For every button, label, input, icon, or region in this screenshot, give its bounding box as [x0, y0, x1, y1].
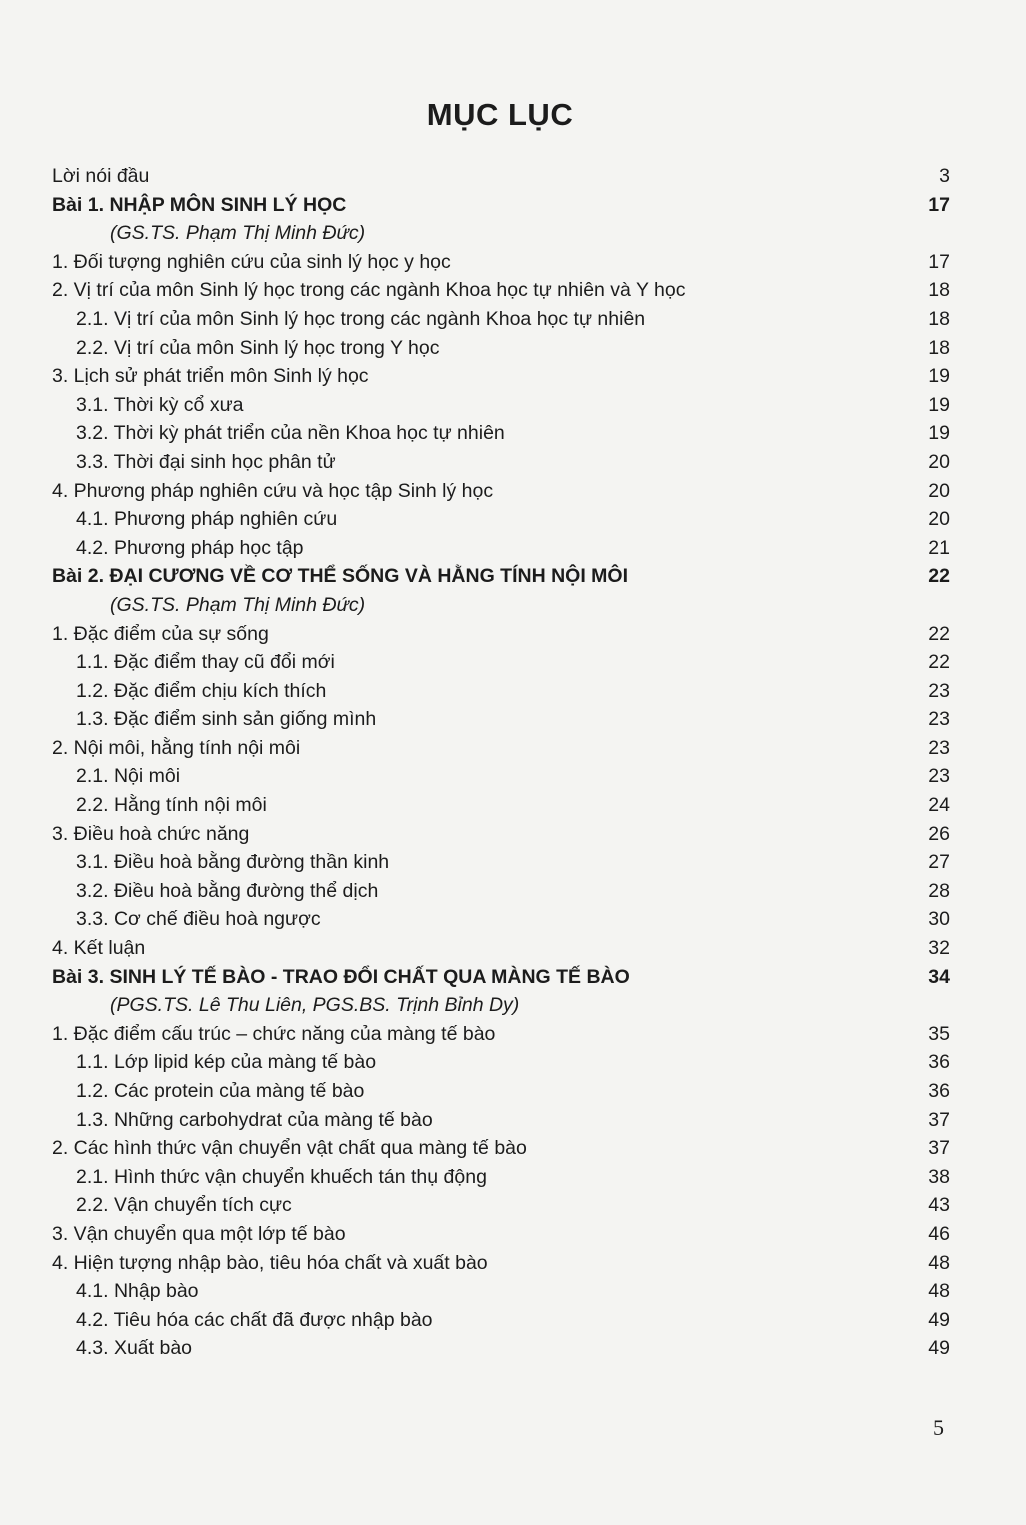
- toc-entry: [52, 905, 950, 934]
- toc-entry-page: 49: [928, 1308, 950, 1331]
- toc-entry-title: 3.2. Thời kỳ phát triển của nền Khoa học tự nhiên: [76, 422, 505, 445]
- toc-entry: [52, 1106, 950, 1135]
- toc-entry-title: 3.1. Điều hoà bằng đường thần kinh: [76, 851, 390, 874]
- toc-entry-page: 34: [928, 965, 950, 988]
- toc-entry: [52, 934, 950, 963]
- toc-entry-page: 27: [928, 851, 950, 874]
- toc-entry: [52, 391, 950, 420]
- toc-entry-title: 3.1. Thời kỳ cổ xưa: [76, 393, 244, 416]
- toc-entry-page: 18: [928, 336, 950, 359]
- toc-entry-page: 19: [928, 393, 950, 416]
- toc-entry-title: 4.1. Nhập bào: [76, 1280, 199, 1303]
- toc-entry: [52, 734, 950, 763]
- toc-entry-page: 26: [928, 822, 950, 845]
- toc-entry-page: 48: [928, 1251, 950, 1274]
- toc-entry-page: 3: [939, 165, 950, 187]
- toc-entry-title: Lời nói đầu: [52, 165, 150, 187]
- toc-entry: [52, 191, 950, 220]
- toc-entry-title: 3. Lịch sử phát triển môn Sinh lý học: [52, 365, 369, 388]
- toc-entry-title: 4. Hiện tượng nhập bào, tiêu hóa chất và xuất bào: [52, 1251, 488, 1274]
- toc-entry-page: 28: [928, 879, 950, 902]
- toc-entry-title: (GS.TS. Phạm Thị Minh Đức): [110, 593, 366, 616]
- toc-entry: [52, 791, 950, 820]
- toc-entry-title: 2. Các hình thức vận chuyển vật chất qua màng tế bào: [52, 1137, 527, 1160]
- toc-entry-page: 19: [928, 365, 950, 388]
- toc-entry: [52, 1249, 950, 1278]
- table-of-contents: [52, 162, 950, 1363]
- toc-entry-title: 1.1. Đặc điểm thay cũ đổi mới: [76, 651, 335, 674]
- toc-entry-page: 37: [928, 1137, 950, 1160]
- toc-entry-page: 36: [928, 1051, 950, 1074]
- toc-entry: [52, 1163, 950, 1192]
- toc-entry-title: Bài 3. SINH LÝ TẾ BÀO - TRAO ĐỔI CHẤT QUA MÀNG TẾ BÀO: [52, 965, 630, 988]
- toc-entry-title: (GS.TS. Phạm Thị Minh Đức): [110, 222, 366, 245]
- toc-entry-title: 1. Đối tượng nghiên cứu của sinh lý học y học: [52, 250, 451, 273]
- toc-entry: [52, 419, 950, 448]
- toc-entry-title: 1.3. Đặc điểm sinh sản giống mình: [76, 708, 377, 731]
- toc-entry-title: 4.2. Tiêu hóa các chất đã được nhập bào: [76, 1308, 433, 1331]
- toc-entry: [52, 1306, 950, 1335]
- toc-entry: [52, 477, 950, 506]
- toc-entry-title: 4.2. Phương pháp học tập: [76, 536, 304, 559]
- toc-entry: [52, 762, 950, 791]
- toc-entry-title: 3. Vận chuyển qua một lớp tế bào: [52, 1222, 346, 1245]
- toc-entry-title: 2.1. Hình thức vận chuyển khuếch tán thụ động: [76, 1165, 487, 1188]
- toc-entry: [52, 248, 950, 277]
- toc-entry-title: 2.2. Vị trí của môn Sinh lý học trong Y học: [76, 336, 440, 359]
- toc-entry-title: 1.2. Đặc điểm chịu kích thích: [76, 679, 327, 702]
- toc-entry: [52, 562, 950, 591]
- toc-entry-title: 3.2. Điều hoà bằng đường thể dịch: [76, 879, 379, 902]
- toc-entry-title: 2.2. Hằng tính nội môi: [76, 794, 267, 817]
- toc-entry: [52, 648, 950, 677]
- toc-entry-page: 38: [928, 1165, 950, 1188]
- toc-entry-page: 17: [928, 250, 950, 273]
- toc-entry-page: 43: [928, 1194, 950, 1217]
- toc-entry: [52, 1191, 950, 1220]
- toc-entry-page: 18: [928, 279, 950, 302]
- toc-entry-page: 46: [928, 1222, 950, 1245]
- toc-entry-title: 1. Đặc điểm cấu trúc – chức năng của màng tế bào: [52, 1022, 496, 1045]
- toc-entry: [52, 219, 950, 248]
- toc-entry-title: 4.3. Xuất bào: [76, 1337, 193, 1360]
- toc-entry-page: 24: [928, 794, 950, 817]
- toc-entry-title: 2. Vị trí của môn Sinh lý học trong các ngành Khoa học tự nhiên và Y học: [52, 279, 686, 302]
- toc-entry: [52, 276, 950, 305]
- toc-entry: [52, 305, 950, 334]
- toc-entry: [52, 1134, 950, 1163]
- toc-entry-title: Bài 2. ĐẠI CƯƠNG VỀ CƠ THỂ SỐNG VÀ HẰNG TÍNH NỘI MÔI: [52, 565, 628, 588]
- toc-entry-title: 3.3. Cơ chế điều hoà ngược: [76, 908, 321, 931]
- toc-entry: [52, 162, 950, 191]
- toc-entry-title: 1.3. Những carbohydrat của màng tế bào: [76, 1108, 433, 1131]
- toc-entry-title: Bài 1. NHẬP MÔN SINH LÝ HỌC: [52, 193, 347, 216]
- toc-entry-page: 23: [928, 708, 950, 731]
- toc-entry-page: 48: [928, 1280, 950, 1303]
- toc-entry: [52, 1020, 950, 1049]
- toc-entry-page: 32: [928, 937, 950, 960]
- toc-entry: [52, 591, 950, 620]
- toc-entry-title: 4. Kết luận: [52, 937, 146, 960]
- toc-entry-page: 18: [928, 307, 950, 330]
- toc-entry: [52, 705, 950, 734]
- toc-entry-title: 2. Nội môi, hằng tính nội môi: [52, 736, 301, 759]
- toc-entry: [52, 620, 950, 649]
- toc-entry-title: 1.1. Lớp lipid kép của màng tế bào: [76, 1051, 377, 1074]
- page-title: MỤC LỤC: [426, 97, 574, 132]
- toc-entry-page: 20: [928, 508, 950, 531]
- toc-entry: [52, 677, 950, 706]
- toc-entry-page: 49: [928, 1337, 950, 1360]
- toc-entry: [52, 820, 950, 849]
- toc-entry: [52, 1048, 950, 1077]
- toc-entry: [52, 334, 950, 363]
- toc-entry: [52, 963, 950, 992]
- toc-entry-title: (PGS.TS. Lê Thu Liên, PGS.BS. Trịnh Bỉnh Dy): [110, 994, 520, 1017]
- toc-entry-page: 22: [928, 565, 950, 588]
- toc-entry-page: 23: [928, 765, 950, 788]
- toc-entry: [52, 362, 950, 391]
- toc-entry-title: 4. Phương pháp nghiên cứu và học tập Sinh lý học: [52, 479, 494, 502]
- toc-entry-title: 3.3. Thời đại sinh học phân tử: [76, 450, 336, 473]
- toc-entry-page: 17: [928, 193, 950, 216]
- toc-entry-page: 30: [928, 908, 950, 931]
- toc-entry-title: 2.2. Vận chuyển tích cực: [76, 1194, 292, 1217]
- toc-entry-page: 23: [928, 736, 950, 759]
- toc-entry-page: 19: [928, 422, 950, 445]
- toc-entry: [52, 1334, 950, 1363]
- toc-entry: [52, 1277, 950, 1306]
- toc-entry-title: 2.1. Vị trí của môn Sinh lý học trong các ngành Khoa học tự nhiên: [76, 307, 646, 330]
- toc-entry: [52, 1220, 950, 1249]
- toc-entry-page: 22: [928, 651, 950, 674]
- toc-entry: [52, 1077, 950, 1106]
- toc-entry: [52, 448, 950, 477]
- toc-entry: [52, 534, 950, 563]
- toc-entry: [52, 877, 950, 906]
- page-number: 5: [933, 1415, 944, 1440]
- toc-entry-page: 22: [928, 622, 950, 645]
- toc-entry-title: 1. Đặc điểm của sự sống: [52, 622, 269, 645]
- toc-entry-page: 23: [928, 679, 950, 702]
- toc-entry-page: 20: [928, 450, 950, 473]
- toc-entry-title: 1.2. Các protein của màng tế bào: [76, 1080, 365, 1102]
- toc-entry: [52, 505, 950, 534]
- toc-entry-title: 2.1. Nội môi: [76, 765, 181, 788]
- toc-entry: [52, 848, 950, 877]
- toc-entry-title: 4.1. Phương pháp nghiên cứu: [76, 508, 338, 531]
- toc-entry-page: 37: [928, 1108, 950, 1131]
- toc-entry: [52, 991, 950, 1020]
- toc-entry-page: 21: [928, 536, 950, 559]
- toc-entry-title: 3. Điều hoà chức năng: [52, 822, 250, 845]
- toc-entry-page: 36: [928, 1080, 950, 1102]
- toc-entry-page: 35: [928, 1022, 950, 1045]
- toc-entry-page: 20: [928, 479, 950, 502]
